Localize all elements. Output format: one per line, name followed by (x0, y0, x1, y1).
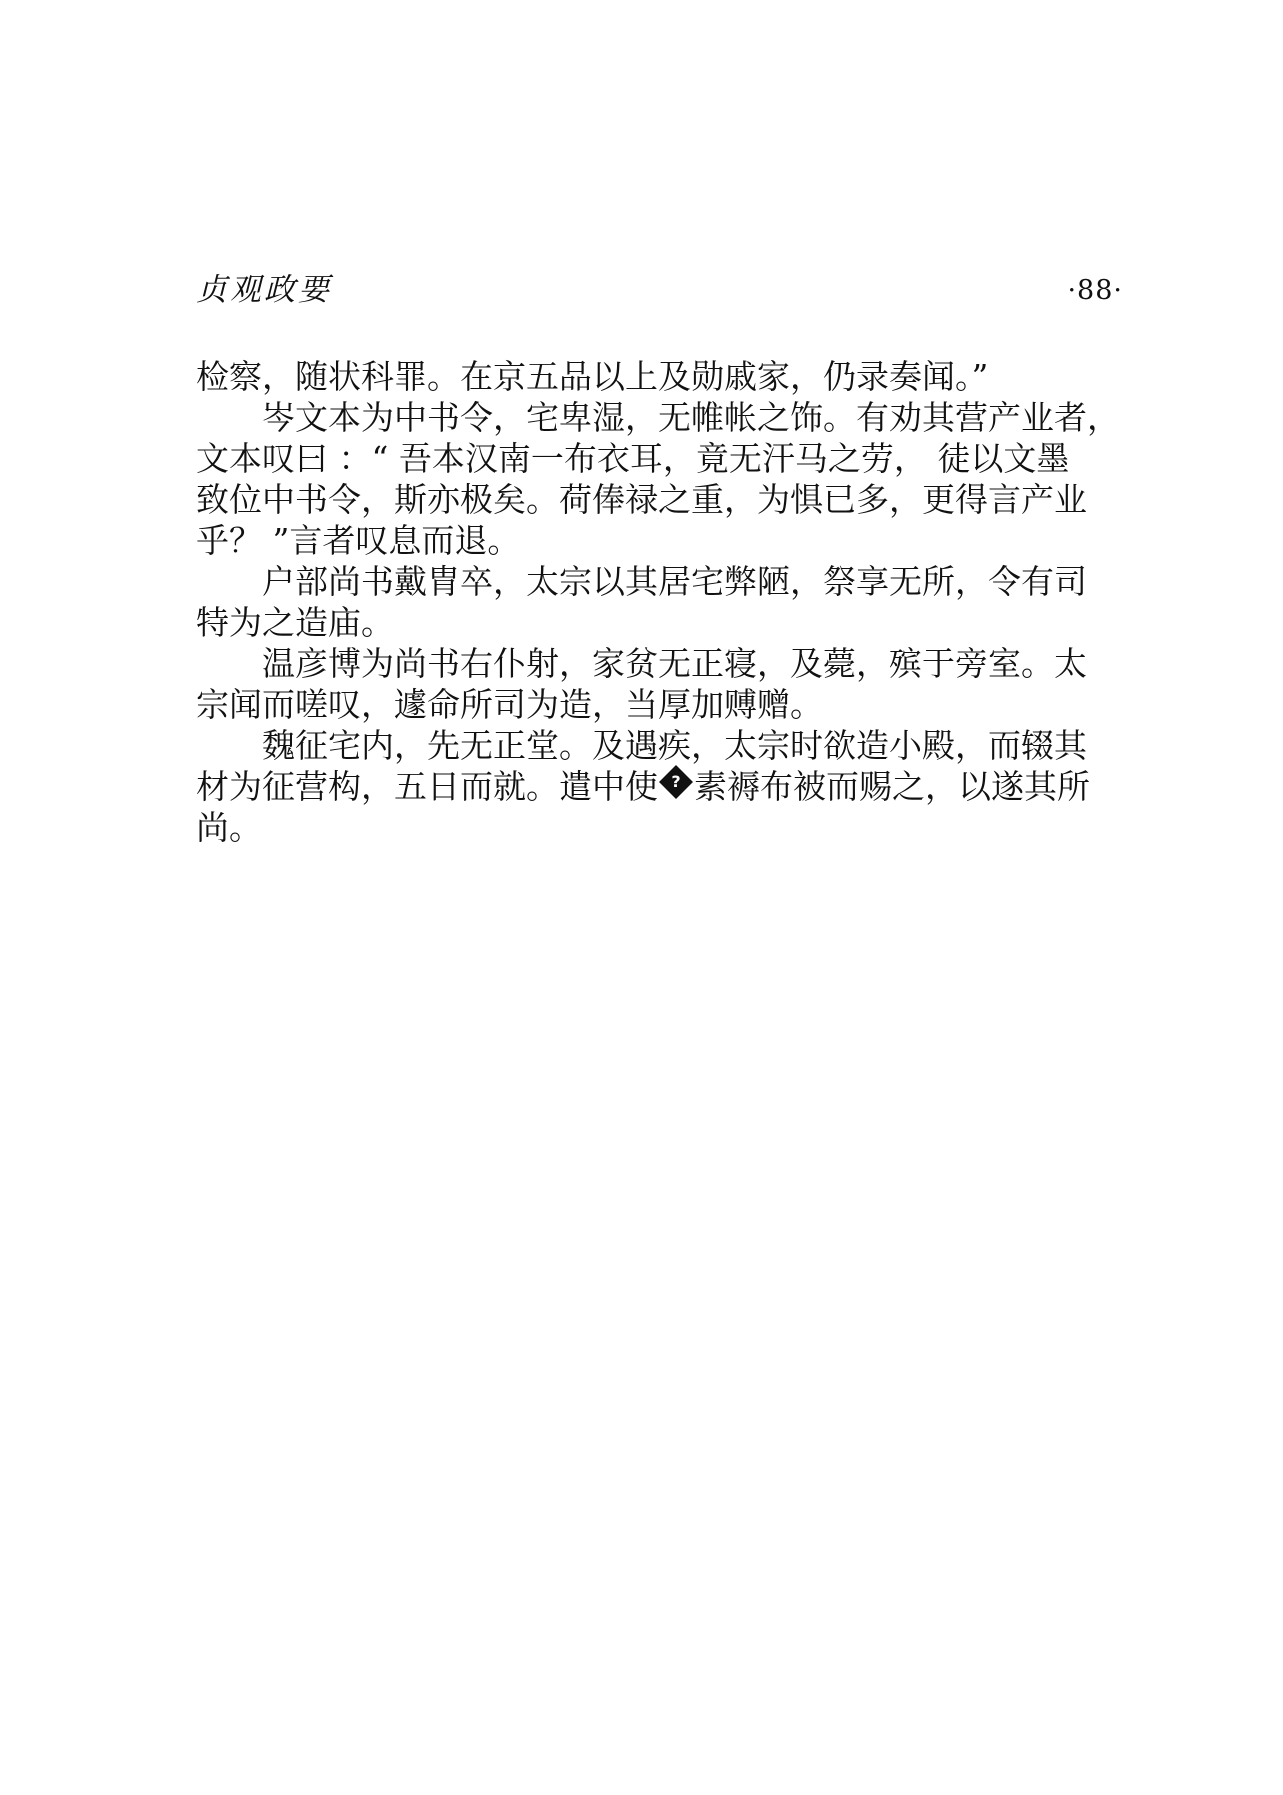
paragraph-start-line: 户部尚书戴胄卒，太宗以其居宅弊陋，祭享无所，令有司 (262, 562, 1087, 601)
text-fragment-before: 材为征营构，五日而就。遣中使 (196, 767, 658, 806)
paragraph-start-line: 魏征宅内，先无正堂。及遇疾，太宗时欲造小殿，而辍其 (262, 726, 1087, 765)
text-line: 特为之造庙。 (196, 603, 394, 642)
running-head-book-title: 贞观政要 (196, 272, 332, 308)
text-line: 检察，随状科罪。在京五品以上及勋戚家，仍录奏闻。” (196, 357, 989, 396)
body-text (196, 356, 1120, 848)
text-fragment-after: 素褥布被而赐之，以遂其所 (694, 767, 1090, 806)
text-line: 致位中书令，斯亦极矣。荷俸禄之重，为惧已多，更得言产业 (196, 480, 1087, 519)
text-line-with-unknown-glyph (196, 766, 1116, 807)
paragraph-start-line: 温彦博为尚书右仆射，家贫无正寝，及薨，殡于旁室。太 (262, 644, 1087, 683)
unknown-glyph-icon (659, 765, 693, 799)
page-number: ·88· (1067, 275, 1123, 306)
paragraph-start-line: 岑文本为中书令，宅卑湿，无帷帐之饰。有劝其营产业者， (262, 398, 1120, 437)
text-line: 尚。 (196, 808, 262, 847)
text-line: 宗闻而嗟叹，遽命所司为造，当厚加赙赠。 (196, 685, 823, 724)
unknown-glyph-mark: ? (671, 772, 681, 791)
text-line: 乎？ ”言者叹息而退。 (196, 521, 521, 560)
text-line: 文本叹曰 ：“ 吾本汉南一布衣耳，竟无汗马之劳， 徒以文墨 (196, 439, 1070, 478)
